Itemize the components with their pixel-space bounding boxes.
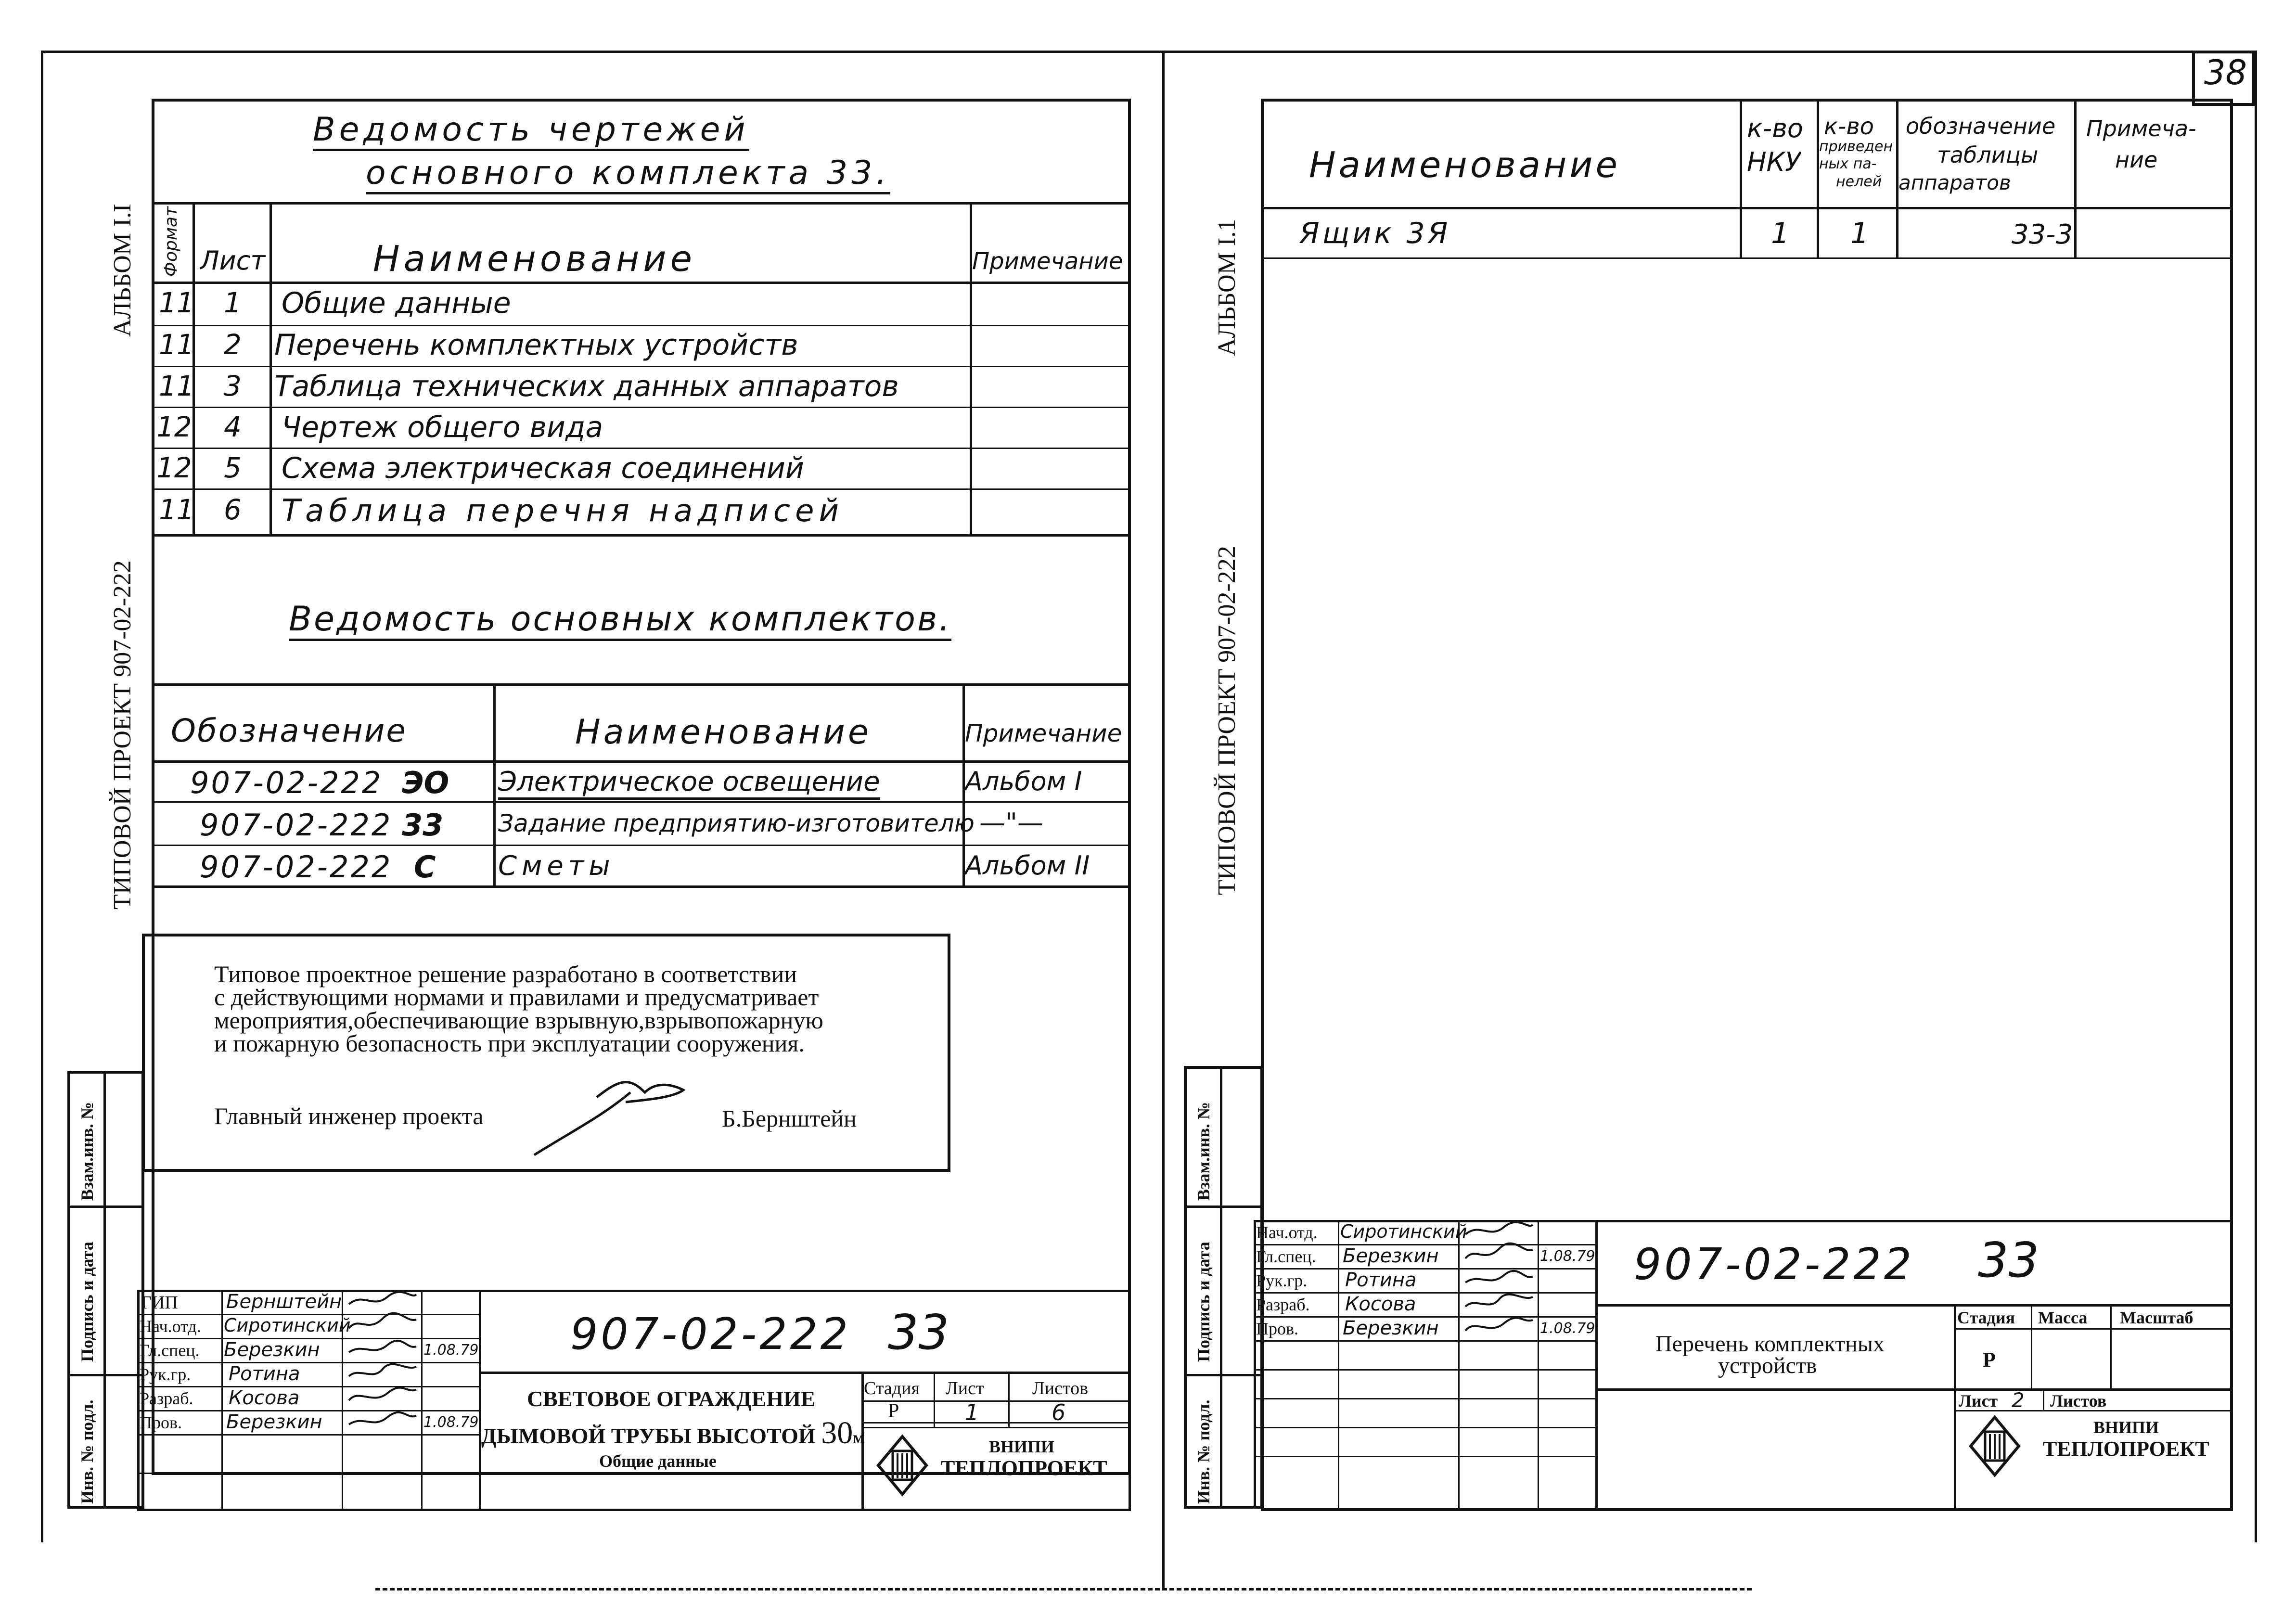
sets-table: Обозначение Наименование Примечание 907-02-222 ЭО Электрическое освещение Альбом I 907-02-222 33 Задание предприятию-изготовителю —"— 907-02-222 С Сметы Альбом II [152,683,1131,890]
left-side-album: АЛЬБОМ I.I [109,204,136,337]
statement-line-1: Типовое проектное решение разработано в соответствии [214,961,797,987]
left-object-unit: м [853,1428,865,1447]
left-stamp-label-1: Взам.инв. № [77,1102,97,1201]
drawings-header-note: Примечание [972,248,1123,275]
right-sheet-title-2: устройств [1718,1353,1817,1378]
right-side-album: АЛЬБОМ I.1 [1213,218,1241,356]
left-sheet-top-line [41,51,1162,53]
right-stamp-label-2: Подпись и дата [1194,1242,1213,1362]
left-object-height: 30 [821,1415,853,1450]
right-sheets-label: Листов [2050,1391,2107,1411]
left-stamp-label-2: Подпись и дата [77,1242,97,1362]
left-object-title-1: СВЕТОВОЕ ОГРАЖДЕНИЕ [527,1386,816,1411]
left-side-project: ТИПОВОЙ ПРОЕКТ 907-02-222 [109,560,136,910]
right-doc-mark: 33 [1978,1232,2039,1288]
sets-header-code: Обозначение [171,712,407,749]
right-side-project: ТИПОВОЙ ПРОЕКТ 907-02-222 [1213,546,1241,895]
left-stage-label: Стадия [864,1378,920,1398]
right-header-table-2: таблицы [1937,142,2039,168]
chief-engineer-name: Б.Бернштейн [722,1105,857,1132]
left-sheet-left-line [41,51,43,1542]
left-title-block: ГИП Бернштейн Нач.отд. Сиротинский Гл.спец. Березкин 1.08.79 Рук.гр. Ротина Разраб. Косова Пров. Березкин 1.08.79 907-02-222 33 СВЕТОВОЕ ОГРАЖДЕНИЕ ДЫМОВОЙ ТРУБЫ ВЫСОТОЙ 30м Общие данные Стадия Лист Листов Р 1 6 ВНИПИ ТЕПЛОПРОЕКТ [137,1290,1131,1511]
left-sheet: 1 [965,1399,979,1425]
right-header-table-3: аппаратов [1898,171,2011,194]
left-sheets-label: Листов [1032,1378,1089,1398]
left-sheets: 6 [1052,1399,1066,1425]
right-sheet: 2 [2012,1388,2025,1412]
left-org-1: ВНИПИ [989,1437,1055,1456]
right-header-qty-nku-2: НКУ [1747,147,1801,177]
right-mass-label: Масса [2038,1308,2088,1327]
right-doc-code: 907-02-222 [1634,1239,1915,1290]
left-doc-mark: 33 [888,1304,949,1360]
left-sheet-title: Общие данные [599,1451,717,1471]
right-sheet-right-line [2255,51,2257,1542]
right-stage: Р [1983,1348,1996,1372]
drawings-header-name: Наименование [373,238,696,280]
drawings-table: Формат Лист Наименование Примечание 11 1 Общие данные 11 2 Перечень комплектных устройств 11 3 Таблица технических данных аппаратов 12 4 Чертеж общего вида 12 5 Схема электрическая соединений 11 6 Таблица перечня надписей [152,202,1131,539]
drawings-header-format: Формат [161,206,181,277]
left-object-title-2: ДЫМОВОЙ ТРУБЫ ВЫСОТОЙ 30м [481,1415,865,1450]
right-header-table-1: обозначение [1906,113,2056,139]
right-sheet-top-line [1162,51,2255,53]
right-sheet-title-1: Перечень комплектных [1655,1331,1885,1357]
left-doc-code: 907-02-222 [570,1309,851,1359]
right-header-qty-nku-1: к-во [1747,113,1803,143]
signature-marks [344,1290,421,1434]
right-header-qty-panels-3: ных па- [1819,155,1877,172]
left-stamp-label-3: Инв. № подл. [77,1399,97,1504]
drawings-title-2: основного комплекта 33. [366,154,890,192]
right-org-2: ТЕПЛОПРОЕКТ [2043,1437,2209,1461]
sets-header-name: Наименование [575,712,872,752]
right-org-1: ВНИПИ [2093,1418,2159,1437]
right-sheet-label: Лист [1959,1391,1998,1411]
left-org-logo [876,1434,929,1497]
right-header-qty-panels-4: нелей [1836,173,1882,190]
right-title-block: Нач.отд. Сиротинский Гл.спец. Березкин 1.08.79 Рук.гр. Ротина Разраб. Косова Пров. Березкин 1.08.79 907-02-222 33 Перечень комплектных устройств Стадия Масса Масштаб Р Лист 2 Листов ВНИПИ ТЕПЛОПРОЕКТ [1254,1220,2233,1509]
page-number: 38 [2204,53,2247,92]
drawings-title-1: Ведомость чертежей [313,111,749,149]
statement-line-2: с действующими нормами и правилами и предусматривает [214,984,819,1011]
statement-line-3: мероприятия,обеспечивающие взрывную,взрывопожарную [214,1007,823,1034]
sets-header-note: Примечание [965,719,1122,747]
left-sheet-label: Лист [946,1378,984,1398]
right-header-name: Наименование [1309,144,1621,186]
chief-engineer-signature [529,1064,712,1160]
right-header-note-1: Примеча- [2086,115,2196,141]
right-stamp-label-1: Взам.инв. № [1194,1102,1213,1201]
left-stage: Р [888,1400,899,1422]
drawings-header-sheet: Лист [200,245,266,276]
right-stamp-label-3: Инв. № подл. [1194,1399,1213,1504]
right-header-qty-panels-2: приведен [1819,138,1893,155]
right-org-logo [1968,1415,2021,1477]
bottom-scan-line [375,1588,1752,1590]
right-scale-label: Масштаб [2120,1308,2193,1327]
right-table: Наименование к-во НКУ к-во приведен ных па- нелей обозначение таблицы аппаратов Примеча- ние Ящик 3Я 1 1 33-3 [1261,99,2233,262]
right-header-qty-panels-1: к-во [1824,113,1874,140]
signature-marks [1461,1220,1538,1340]
statement-line-4: и пожарную безопасность при эксплуатации сооружения. [214,1030,805,1057]
sheet-divider-line [1162,51,1165,1590]
chief-engineer-label: Главный инженер проекта [214,1103,484,1129]
left-org-2: ТЕПЛОПРОЕКТ [941,1456,1107,1480]
right-stage-label: Стадия [1957,1308,2015,1327]
sets-title: Ведомость основных комплектов. [289,599,951,639]
right-header-note-2: ние [2115,147,2158,173]
